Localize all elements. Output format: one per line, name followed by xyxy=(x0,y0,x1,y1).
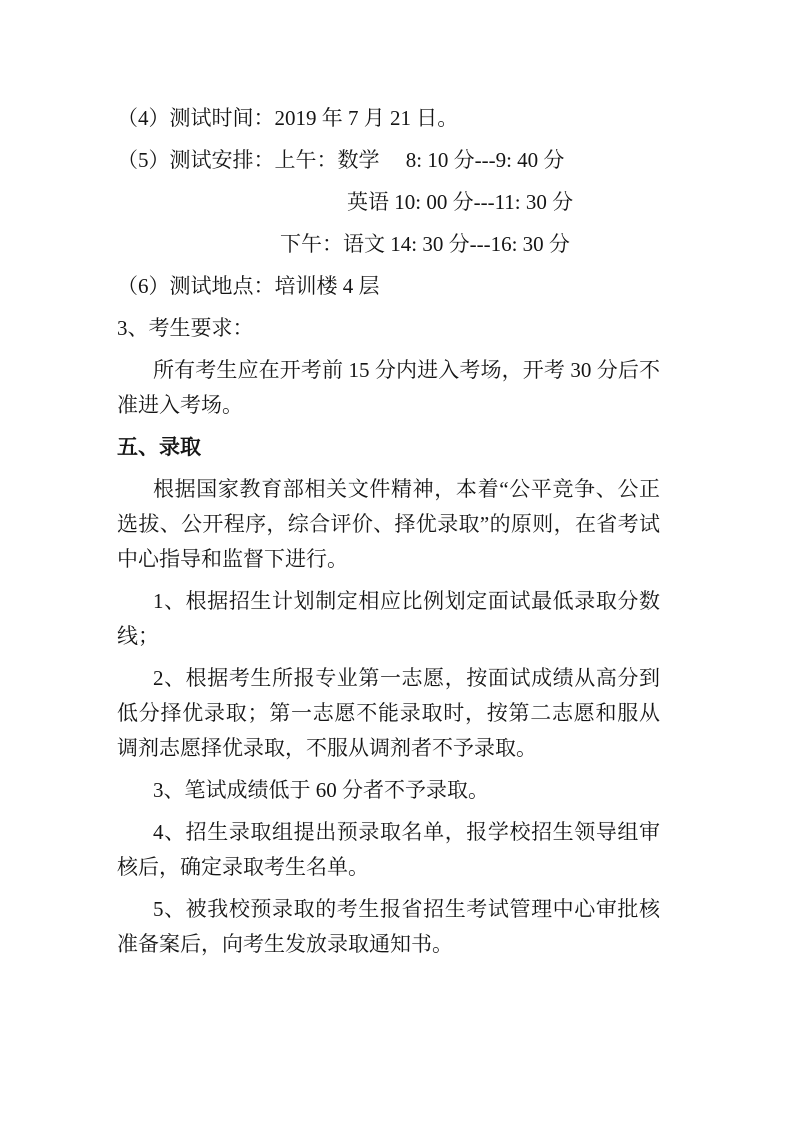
candidate-requirements-paragraph: 所有考生应在开考前 15 分内进入考场，开考 30 分后不准进入考场。 xyxy=(117,358,660,417)
admission-rule-3: 3、笔试成绩低于 60 分者不予录取。 xyxy=(153,778,489,802)
admission-rule-1: 1、根据招生计划制定相应比例划定面试最低录取分数线； xyxy=(117,589,660,648)
schedule-line-morning-math: （5）测试安排：上午：数学 8: 10 分---9: 40 分 xyxy=(117,148,565,172)
schedule-line-morning-english: 英语 10: 00 分---11: 30 分 xyxy=(347,190,574,214)
admission-section-heading: 五、录取 xyxy=(117,435,201,459)
document-body xyxy=(117,101,660,969)
candidate-requirements-label: 3、考生要求： xyxy=(117,316,254,340)
admission-rule-4: 4、招生录取组提出预录取名单，报学校招生领导组审核后，确定录取考生名单。 xyxy=(117,820,660,879)
admission-rule-2: 2、根据考生所报专业第一志愿，按面试成绩从高分到低分择优录取；第一志愿不能录取时，按第二志愿和服从调剂志愿择优录取，不服从调剂者不予录取。 xyxy=(117,666,660,760)
schedule-line-afternoon-chinese: 下午：语文 14: 30 分---16: 30 分 xyxy=(280,232,570,256)
test-location-line: （6）测试地点：培训楼 4 层 xyxy=(117,274,380,298)
test-time-line: （4）测试时间：2019 年 7 月 21 日。 xyxy=(117,106,459,130)
admission-intro-paragraph: 根据国家教育部相关文件精神，本着“公平竞争、公正选拔、公开程序，综合评价、择优录取”的原则，在省考试中心指导和监督下进行。 xyxy=(117,477,660,571)
admission-rule-5: 5、被我校预录取的考生报省招生考试管理中心审批核准备案后，向考生发放录取通知书。 xyxy=(117,897,660,956)
